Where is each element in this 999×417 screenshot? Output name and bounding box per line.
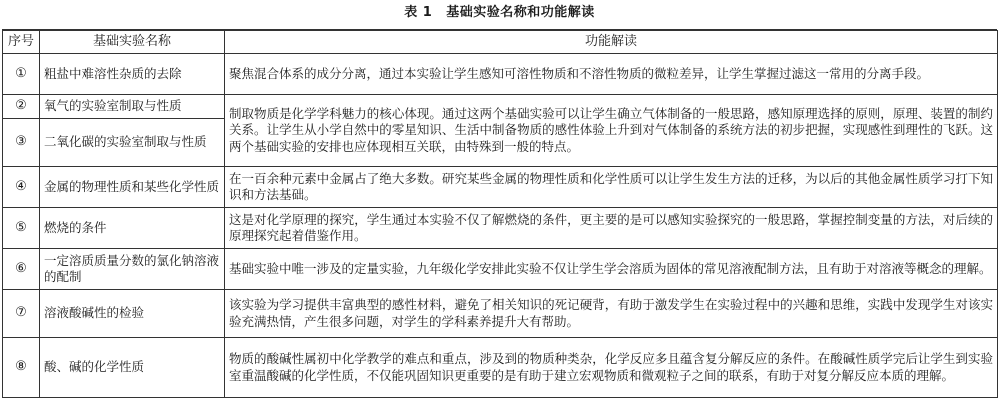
header-name: 基础实验名称 [40,31,225,54]
table-row [3,290,998,338]
row-num: ⑥ [3,249,40,290]
table-row [3,338,998,398]
row-name: 粗盐中难溶性杂质的去除 [40,54,225,95]
row-name: 溶液酸碱性的检验 [40,290,225,338]
row-desc: 基础实验中唯一涉及的定量实验，九年级化学安排此实验不仅让学生学会溶质为固体的常见溶液配制方法，且有助于对溶液等概念的理解。 [225,249,998,290]
experiments-table [2,30,998,398]
row-num: ③ [3,119,40,167]
row-name: 一定溶质质量分数的氯化钠溶液的配制 [40,249,225,290]
row-name: 金属的物理性质和某些化学性质 [40,167,225,208]
row-num: ⑧ [3,338,40,398]
caption-label: 表 1 [404,5,433,20]
table-row [3,54,998,95]
header-desc: 功能解读 [225,31,998,54]
row-num: ② [3,95,40,119]
row-num: ① [3,54,40,95]
row-name: 二氧化碳的实验室制取与性质 [40,119,225,167]
row-desc: 聚焦混合体系的成分分离，通过本实验让学生感知可溶性物质和不溶性物质的微粒差异，让学生掌握过滤这一常用的分离手段。 [225,54,998,95]
table-row [3,167,998,208]
table-row [3,95,998,119]
row-desc: 该实验为学习提供丰富典型的感性材料，避免了相关知识的死记硬背，有助于激发学生在实验过程中的兴趣和思维，实践中发现学生对该实验充满热情，产生很多问题，对学生的学科素养提升大有帮助。 [225,290,998,338]
row-num: ⑦ [3,290,40,338]
row-desc-shared: 制取物质是化学学科魅力的核心体现。通过这两个基础实验可以让学生确立气体制备的一般思路，感知原理选择的原则，原理、装置的制约关系。让学生从小学自然中的零星知识、生活中制备物质的感性体验上升到对气体制备的系统方法的初步把握，实现感性到理性的飞跃。这两个基础实验的安排也应体现相互关联，由特殊到一般的特点。 [225,95,998,167]
row-desc: 物质的酸碱性属初中化学教学的难点和重点，涉及到的物质种类杂，化学反应多且蕴含复分解反应的条件。在酸碱性质学完后让学生到实验室重温酸碱的化学性质，不仅能巩固知识更重要的是有助于建立宏观物质和微观粒子之间的联系，有助于对复分解反应本质的理解。 [225,338,998,398]
row-num: ④ [3,167,40,208]
table-row [3,208,998,249]
row-name: 酸、碱的化学性质 [40,338,225,398]
row-num: ⑤ [3,208,40,249]
caption-title: 基础实验名称和功能解读 [446,5,595,20]
row-name: 燃烧的条件 [40,208,225,249]
table-caption [0,0,999,26]
row-desc: 在一百余种元素中金属占了绝大多数。研究某些金属的物理性质和化学性质可以让学生发生方法的迁移，为以后的其他金属性质学习打下知识和方法基础。 [225,167,998,208]
header-row [3,31,998,54]
header-num: 序号 [3,31,40,54]
row-name: 氧气的实验室制取与性质 [40,95,225,119]
table-row [3,249,998,290]
row-desc: 这是对化学原理的探究，学生通过本实验不仅了解燃烧的条件，更主要的是可以感知实验探究的一般思路，掌握控制变量的方法，对后续的原理探究起着借鉴作用。 [225,208,998,249]
